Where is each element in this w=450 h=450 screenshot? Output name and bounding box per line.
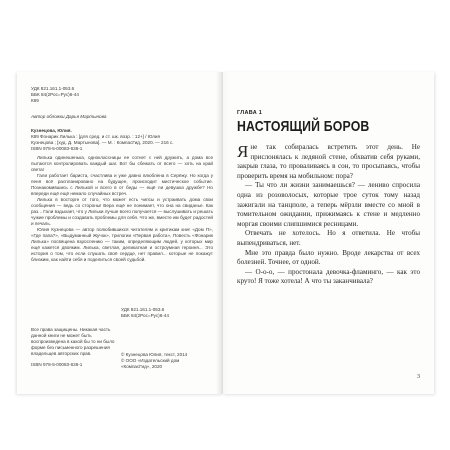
annotation-paragraph: Лилька одинешенька, одноклассницы ее сотнет с ней дружить, а дома все пытаются контролировать каждый шаг. Вот бы сбежать от всего — хоть на край света! (31, 155, 213, 172)
left-page-imprint (17, 72, 223, 394)
classification-codes (31, 86, 79, 104)
body-paragraph: Отвечать не хотелось. Но я ответила. Не чтобы выпендриваться, нет. (237, 229, 420, 247)
copyright-line: «КомпасГид», 2020 (121, 364, 163, 369)
copyright-line: © Кузнецова Юлия, текст, 2014 (121, 352, 188, 357)
bbk-code: ББК 84(2Рос=Рус)6-44 (31, 92, 79, 97)
biblio-line: К89 Фонарик Лилька : [для сред. и ст. шк. возр. : 12+] / Юлия (31, 134, 160, 139)
author-mark: К89 (31, 98, 39, 103)
body-paragraph: — О-о-о, — простонала девочка-фламинго, — как это круто! Я тоже хотела! А что ты заканчивала? (237, 267, 420, 286)
udc-code: УДК 821.161.1-053.6 (121, 307, 165, 312)
chapter-label: ГЛАВА 1 (237, 110, 263, 116)
rights-notice: Все права защищены. Никакая часть данной книги не может быть воспроизведена в какой бы то ни было форме без письменного разрешения владельцев авторских прав. (31, 327, 115, 356)
cover-author-credit: Автор обложки Дарья Мартынова (31, 114, 107, 119)
copyright-line: © ООО «Издательский дом (121, 358, 180, 363)
body-paragraph: — Ты что ли жизни занимаешься? — лениво спросила одна из розоволосых, которые трое суток тому назад зажигали на танцполе, а теперь мёрзли вместе со мной в томительном ожидании, прижимаясь к стене и медленно моргая своими слипшимися ресницами. (237, 181, 420, 228)
copyright-block (121, 352, 187, 370)
page-number: 3 (417, 374, 420, 380)
biblio-isbn: ISBN 978-5-00083-636-1 (31, 146, 83, 151)
body-paragraph (237, 143, 420, 181)
bibliographic-record (31, 128, 213, 263)
drop-cap: Я (237, 142, 249, 161)
paragraph-text: не так собиралась встретить этот день. Не прислонялась к ледяной стене, обхватив себя руками, закрыв глаза, то проваливаясь в сон, то просыпаясь, чтобы проверить время на мобильном: пора? (237, 143, 420, 180)
udc-code: УДК 821.161.1-053.6 (31, 86, 75, 91)
chapter-title: НАСТОЯЩИЙ БОРОВ (237, 118, 370, 135)
annotation-paragraph: Лилька в восторге от того, что может есть чипсы и устраивать дома свои сообщения — ведь со стороны! Вера ещё не понимает, что она на свиданье. Как раз... Гали вздыхает, что у Лильки лучше всего получается — выслушивать и решать чужие проблемы и создавать проблемы для себя. Что же, вместе им будет радостей и печаль. (31, 197, 213, 226)
isbn: ISBN 978-5-00083-636-1 (31, 362, 83, 367)
right-page-chapter (223, 72, 434, 394)
chapter-body (237, 143, 420, 287)
biblio-author: Кузнецова, Юлия. (31, 128, 72, 133)
classification-codes-bottom (121, 307, 169, 319)
bbk-code: ББК 84(2Рос=Рус)6-44 (121, 313, 169, 318)
annotation-paragraph: Юлия Кузнецова — автор полюбившихся читателям и критикам книг «Дом П», «Где папа?», «Выдуманный Жучок», трилогии «Первая работа», Повесть «Фонарик Лилька» посвящена взрослению — таким, определяющим людей, у которых мир ещё кажется двояким. Лилька, светлая, деликатная и остроумная героиня... Это история о том, что если слушать своё сердце, нет правил... которые не покажут близким, как найти себя и поделиться своей судьбой. (31, 227, 213, 262)
body-paragraph: Мне это правда было нужно. Вроде лекарства от всех болезней. Точнее, от одной. (237, 248, 420, 267)
annotation-paragraph: Гали работает бариста, счастлива и уже давно влюблена в Серёжу. Но когда у пеня всё распланировано на будущее, происходит мистическое событие. Познакомившись с Лилькой и всего в от беды — ещё ли девушка дружбе? Но впереди ещё ещё немало случайных встреч. (31, 173, 213, 196)
biblio-line: Кузнецова ; [худ. Д. Мартынова]. — М. : КомпасГид, 2020. — 216 с. (31, 140, 174, 145)
